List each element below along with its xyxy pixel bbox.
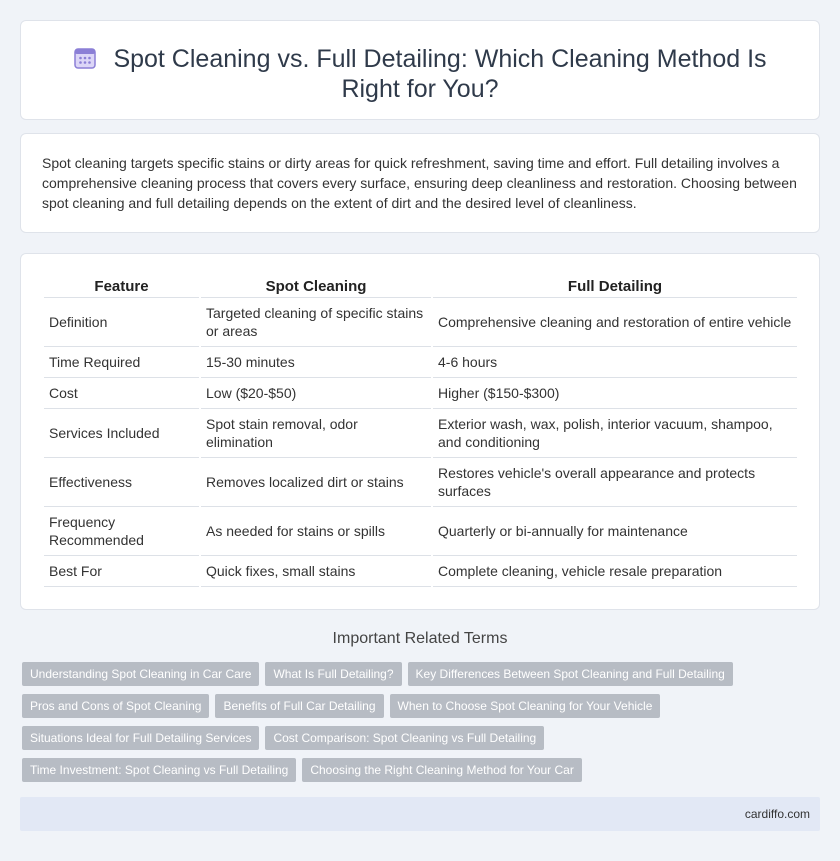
tag-link[interactable]: Cost Comparison: Spot Cleaning vs Full Detailing: [265, 726, 544, 750]
table-row: [44, 409, 797, 458]
table-cell: Restores vehicle's overall appearance and protects surfaces: [433, 458, 797, 507]
comparison-table-card: [20, 253, 820, 610]
table-cell: Low ($20-$50): [201, 378, 431, 409]
table-row: [44, 298, 797, 347]
tag-link[interactable]: Situations Ideal for Full Detailing Services: [22, 726, 259, 750]
table-row: [44, 458, 797, 507]
related-terms-title: Important Related Terms: [332, 630, 508, 647]
footer-site-link[interactable]: cardiffo.com: [744, 807, 810, 821]
header-feature: Feature: [44, 274, 199, 298]
tag-link[interactable]: Time Investment: Spot Cleaning vs Full Detailing: [22, 758, 296, 782]
related-terms-tags: [22, 662, 822, 790]
tag-link[interactable]: Choosing the Right Cleaning Method for Your Car: [302, 758, 582, 782]
table-cell: Best For: [44, 556, 199, 587]
tag-row: [22, 662, 822, 694]
page-title-text: Spot Cleaning vs. Full Detailing: Which Cleaning Method Is Right for You?: [113, 45, 767, 103]
tag-link[interactable]: Key Differences Between Spot Cleaning and Full Detailing: [408, 662, 733, 686]
footer: [20, 797, 820, 831]
table-row: [44, 347, 797, 378]
table-cell: Spot stain removal, odor elimination: [201, 409, 431, 458]
table-cell: 15-30 minutes: [201, 347, 431, 378]
table-cell: Comprehensive cleaning and restoration of entire vehicle: [433, 298, 797, 347]
table-row: [44, 556, 797, 587]
tag-row: [22, 694, 822, 726]
table-cell: Quick fixes, small stains: [201, 556, 431, 587]
table-cell: Definition: [44, 298, 199, 347]
table-cell: Targeted cleaning of specific stains or areas: [201, 298, 431, 347]
title-card: [20, 20, 820, 120]
tag-link[interactable]: What Is Full Detailing?: [265, 662, 401, 686]
tag-link[interactable]: Benefits of Full Car Detailing: [215, 694, 383, 718]
table-cell: Higher ($150-$300): [433, 378, 797, 409]
table-cell: Removes localized dirt or stains: [201, 458, 431, 507]
intro-card: [20, 133, 820, 233]
tag-link[interactable]: Pros and Cons of Spot Cleaning: [22, 694, 209, 718]
table-header-row: [44, 274, 797, 298]
header-full-detailing: Full Detailing: [433, 274, 797, 298]
table-cell: Frequency Recommended: [44, 507, 199, 556]
comparison-table: [42, 274, 799, 587]
table-cell: Cost: [44, 378, 199, 409]
table-cell: Exterior wash, wax, polish, interior vacuum, shampoo, and conditioning: [433, 409, 797, 458]
table-cell: Quarterly or bi-annually for maintenance: [433, 507, 797, 556]
intro-paragraph: Spot cleaning targets specific stains or dirty areas for quick refreshment, saving time and effort. Full detailing involves a comprehensive cleaning process that covers every surface, ensuring deep cleanliness and restoration. Choosing between spot cleaning and full detailing depends on the extent of dirt and the desired level of cleanliness.: [42, 155, 797, 211]
table-cell: Services Included: [44, 409, 199, 458]
calendar-icon: [73, 46, 97, 70]
table-cell: Effectiveness: [44, 458, 199, 507]
tag-link[interactable]: When to Choose Spot Cleaning for Your Vehicle: [390, 694, 661, 718]
header-spot-cleaning: Spot Cleaning: [201, 274, 431, 298]
tag-row: [22, 758, 822, 790]
table-row: [44, 507, 797, 556]
table-cell: As needed for stains or spills: [201, 507, 431, 556]
table-cell: Time Required: [44, 347, 199, 378]
page-title: [61, 44, 779, 104]
tag-row: [22, 726, 822, 758]
table-row: [44, 378, 797, 409]
table-cell: Complete cleaning, vehicle resale preparation: [433, 556, 797, 587]
tag-link[interactable]: Understanding Spot Cleaning in Car Care: [22, 662, 259, 686]
table-cell: 4-6 hours: [433, 347, 797, 378]
